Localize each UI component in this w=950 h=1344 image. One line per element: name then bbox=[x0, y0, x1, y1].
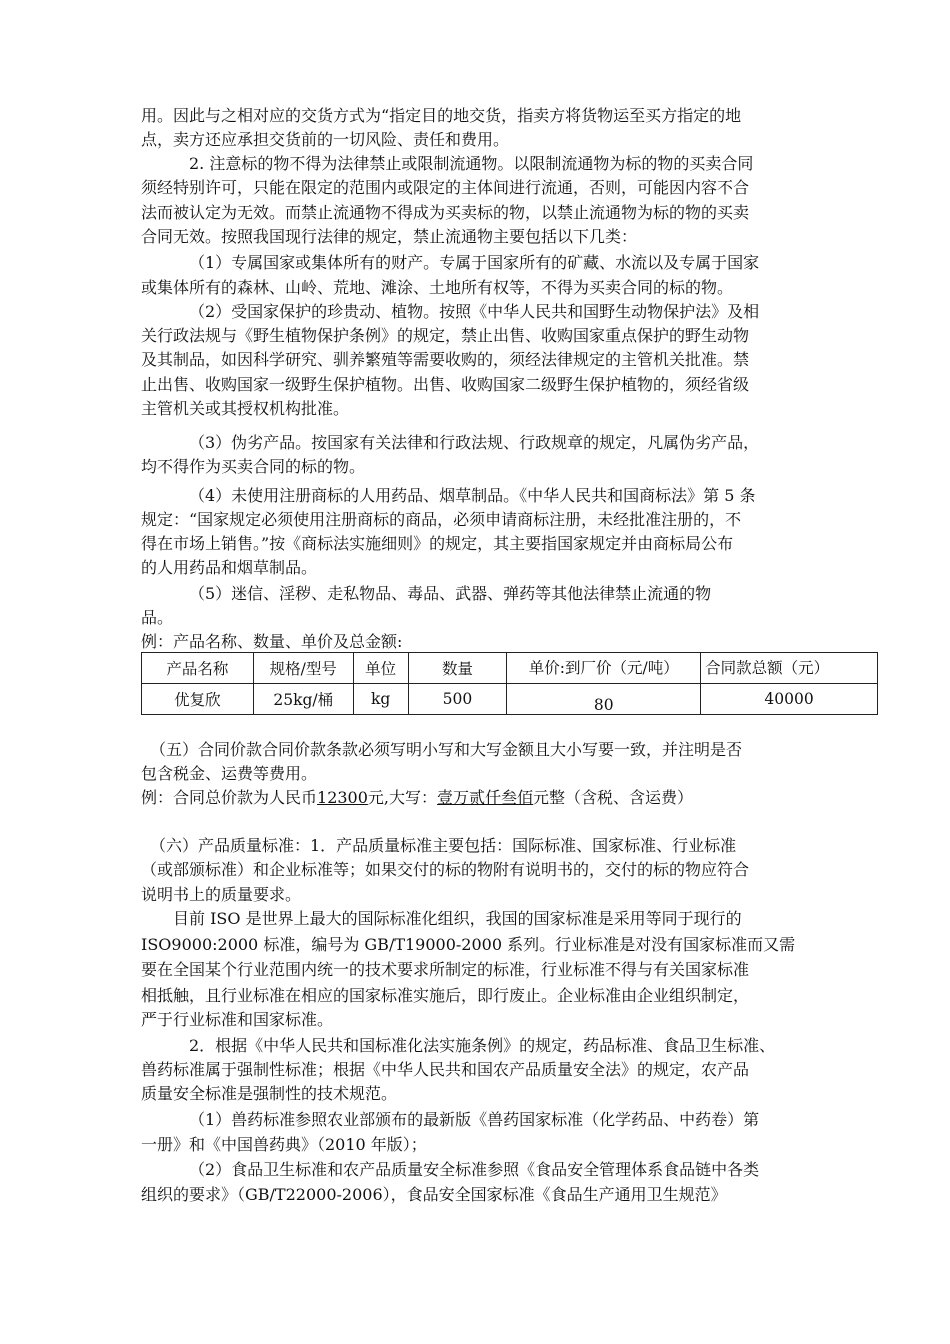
paragraph-line: 或集体所有的森林、山岭、荒地、滩涂、土地所有权等，不得为买卖合同的标的物。 bbox=[141, 278, 734, 297]
paragraph-line: （2）受国家保护的珍贵动、植物。按照《中华人民共和国野生动物保护法》及相 bbox=[189, 302, 760, 321]
paragraph-line: 2. 注意标的物不得为法律禁止或限制流通物。以限制流通物为标的物的买卖合同 bbox=[189, 154, 754, 173]
paragraph-line: 用。因此与之相对应的交货方式为“指定目的地交货，指卖方将货物运至买方指定的地 bbox=[141, 106, 742, 125]
paragraph-line: 目前 ISO 是世界上最大的国际标准化组织，我国的国家标准是采用等同于现行的 bbox=[173, 909, 742, 928]
price-amount-words: 壹万贰仟叁佰 bbox=[437, 788, 534, 807]
paragraph-line: （5）迷信、淫秽、走私物品、毒品、武器、弹药等其他法律禁止流通的物 bbox=[189, 584, 712, 603]
table-header-cell: 规格/型号 bbox=[253, 653, 353, 684]
paragraph-line: ISO9000:2000 标准，编号为 GB/T19000-2000 系列。行业标准是对没有国家标准而又需 bbox=[141, 935, 796, 954]
table-row bbox=[142, 684, 878, 715]
paragraph-line: （3）伪劣产品。按国家有关法律和行政法规、行政规章的规定，凡属伪劣产品， bbox=[189, 433, 760, 452]
paragraph-line: （2）食品卫生标准和农产品质量安全标准参照《食品安全管理体系食品链中各类 bbox=[189, 1160, 760, 1179]
paragraph-line: 的人用药品和烟草制品。 bbox=[141, 558, 318, 577]
example-price-mid: 元,大写： bbox=[367, 788, 438, 807]
table-header-cell: 单位 bbox=[353, 653, 408, 684]
paragraph-line: 均不得作为买卖合同的标的物。 bbox=[141, 457, 366, 476]
paragraph-line: 主管机关或其授权机构批准。 bbox=[141, 399, 350, 418]
paragraph-line: 点，卖方还应承担交货前的一切风险、责任和费用。 bbox=[141, 130, 510, 149]
paragraph-line: 2．根据《中华人民共和国标准化法实施条例》的规定，药品标准、食品卫生标准、 bbox=[189, 1036, 776, 1055]
paragraph-line: 合同无效。按照我国现行法律的规定，禁止流通物主要包括以下几类： bbox=[141, 227, 638, 246]
table-cell: 25kg/桶 bbox=[253, 684, 353, 715]
table-cell: 80 bbox=[507, 684, 701, 715]
table-header-cell bbox=[507, 653, 701, 684]
example-price-line bbox=[141, 786, 693, 810]
paragraph-line: 得在市场上销售。”按《商标法实施细则》的规定，其主要指国家规定并由商标局公布 bbox=[141, 534, 734, 553]
paragraph-line: （或部颁标准）和企业标准等；如果交付的标的物附有说明书的，交付的标的物应符合 bbox=[141, 860, 750, 879]
paragraph-line: 说明书上的质量要求。 bbox=[141, 885, 302, 904]
paragraph-line: 及其制品，如因科学研究、驯养繁殖等需要收购的，须经法律规定的主管机关批准。禁 bbox=[141, 350, 750, 369]
price-amount: 12300 bbox=[317, 788, 368, 807]
table-header-cell: 数量 bbox=[408, 653, 507, 684]
paragraph-line: 要在全国某个行业范围内统一的技术要求所制定的标准，行业标准不得与有关国家标准 bbox=[141, 960, 750, 979]
paragraph-line: 法而被认定为无效。而禁止流通物不得成为买卖标的物，以禁止流通物为标的物的买卖 bbox=[141, 203, 750, 222]
paragraph-line: （4）未使用注册商标的人用药品、烟草制品。《中华人民共和国商标法》第 5 条 bbox=[189, 486, 756, 505]
table-header-cell bbox=[701, 653, 878, 684]
table-header-text: 单价:到厂价（元/吨） bbox=[528, 659, 679, 677]
example-price-suffix: 元整（含税、含运费） bbox=[533, 788, 694, 807]
paragraph-line: 质量安全标准是强制性的技术规范。 bbox=[141, 1084, 398, 1103]
table-cell: kg bbox=[353, 684, 408, 715]
paragraph-line: 止出售、收购国家一级野生保护植物。出售、收购国家二级野生保护植物的，须经省级 bbox=[141, 375, 750, 394]
paragraph-line: 品。 bbox=[141, 608, 174, 627]
table-cell: 40000 bbox=[701, 684, 878, 715]
table-cell: 优复欣 bbox=[142, 684, 254, 715]
paragraph-line: 一册》和《中国兽药典》（2010 年版）； bbox=[141, 1135, 427, 1154]
table-cell: 500 bbox=[408, 684, 507, 715]
paragraph-line: 包含税金、运费等费用。 bbox=[141, 764, 318, 783]
table-header-row bbox=[142, 653, 878, 684]
paragraph-line: （六）产品质量标准：1．产品质量标准主要包括：国际标准、国家标准、行业标准 bbox=[150, 836, 737, 855]
paragraph-line: （五）合同价款合同价款条款必须写明小写和大写金额且大小写要一致，并注明是否 bbox=[150, 740, 743, 759]
table-header-text: 合同款总额（元） bbox=[705, 659, 830, 677]
paragraph-line: （1）专属国家或集体所有的财产。专属于国家所有的矿藏、水流以及专属于国家 bbox=[189, 253, 760, 272]
example-price-prefix: 例：合同总价款为人民币 bbox=[141, 788, 318, 807]
paragraph-line: 相抵触，且行业标准在相应的国家标准实施后，即行废止。企业标准由企业组织制定， bbox=[141, 986, 750, 1005]
paragraph-line: 组织的要求》（GB/T22000-2006），食品安全国家标准《食品生产通用卫生规范》 bbox=[141, 1185, 727, 1204]
example-caption: 例：产品名称、数量、单价及总金额: bbox=[141, 632, 403, 651]
paragraph-line: 兽药标准属于强制性标准；根据《中华人民共和国农产品质量安全法》的规定，农产品 bbox=[141, 1060, 750, 1079]
product-table bbox=[141, 652, 878, 715]
paragraph-line: （1）兽药标准参照农业部颁布的最新版《兽药国家标准（化学药品、中药卷）第 bbox=[189, 1110, 760, 1129]
table-header-cell: 产品名称 bbox=[142, 653, 254, 684]
paragraph-line: 须经特别许可，只能在限定的范围内或限定的主体间进行流通，否则，可能因内容不合 bbox=[141, 178, 750, 197]
paragraph-line: 严于行业标准和国家标准。 bbox=[141, 1010, 334, 1029]
paragraph-line: 规定：“国家规定必须使用注册商标的商品，必须申请商标注册，未经批准注册的，不 bbox=[141, 510, 742, 529]
paragraph-line: 关行政法规与《野生植物保护条例》的规定，禁止出售、收购国家重点保护的野生动物 bbox=[141, 326, 750, 345]
